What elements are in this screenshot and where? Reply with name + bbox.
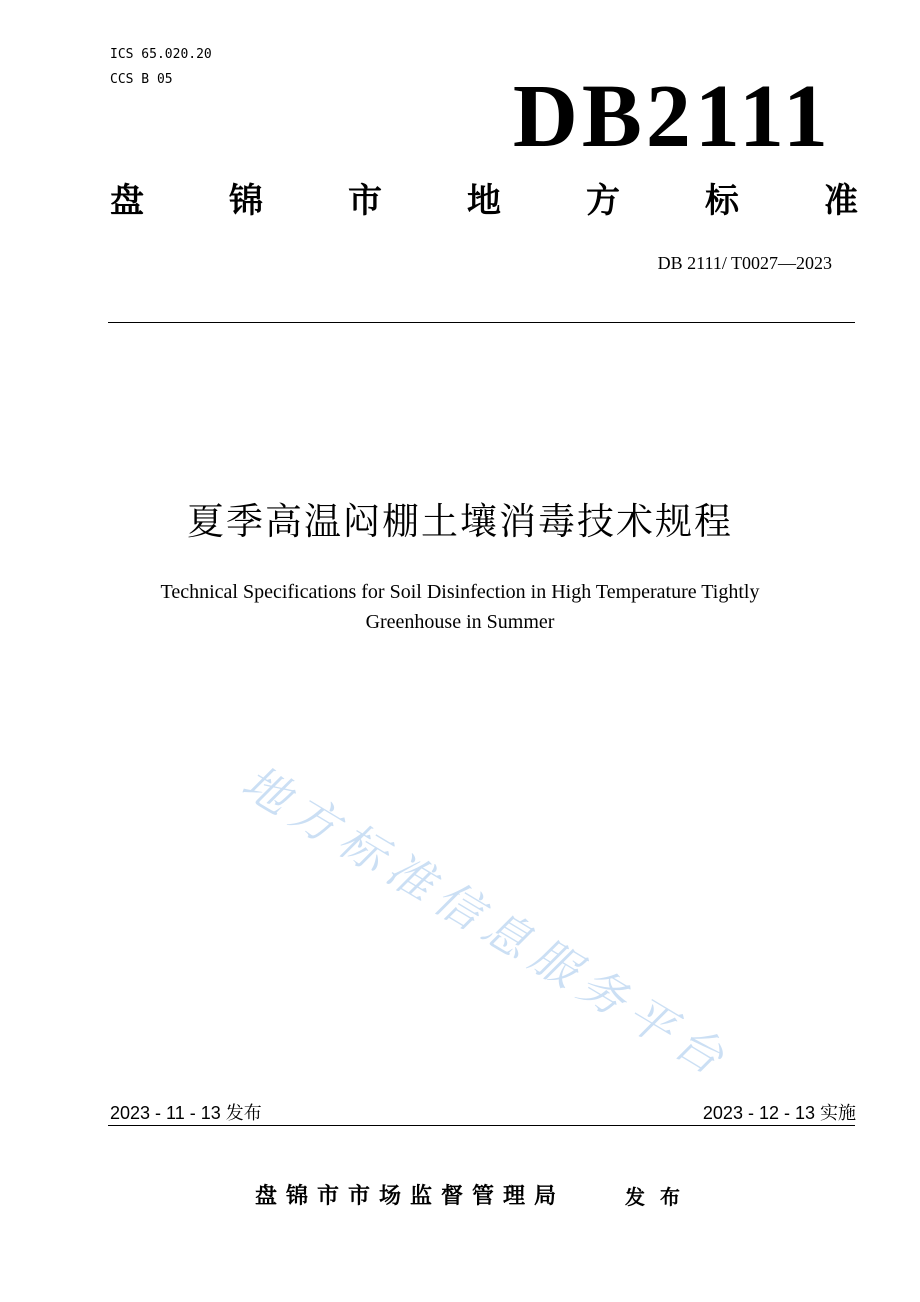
date-divider — [108, 1125, 855, 1126]
category-char: 方 — [586, 181, 620, 221]
standard-category — [110, 183, 858, 219]
implement-date: 2023 - 12 - 13 实施 — [702, 1103, 856, 1123]
document-title-en-line2: Greenhouse in Summer — [365, 611, 555, 633]
document-title-en-line1: Technical Specifications for Soil Disinfection in High Temperature Tightly — [160, 581, 760, 603]
standard-number: DB 2111/ T0027—2023 — [657, 253, 832, 273]
category-char: 地 — [467, 181, 501, 221]
category-char: 市 — [348, 181, 382, 221]
issue-label: 发 布 — [625, 1185, 684, 1209]
watermark: 地方标准信息服务平台 — [233, 754, 741, 1090]
publish-date: 2023 - 11 - 13 发布 — [110, 1103, 262, 1123]
category-char: 标 — [705, 181, 739, 221]
ccs-code: CCS B 05 — [110, 72, 173, 87]
header-divider — [108, 322, 855, 323]
ics-code: ICS 65.020.20 — [110, 47, 212, 62]
issuing-authority: 盘锦市市场监督管理局 — [255, 1184, 566, 1209]
category-char: 准 — [824, 181, 858, 221]
document-title-zh: 夏季高温闷棚土壤消毒技术规程 — [187, 500, 733, 543]
standard-code-heading: DB2111 — [512, 67, 832, 166]
category-char: 锦 — [229, 181, 263, 221]
category-char: 盘 — [110, 181, 144, 221]
